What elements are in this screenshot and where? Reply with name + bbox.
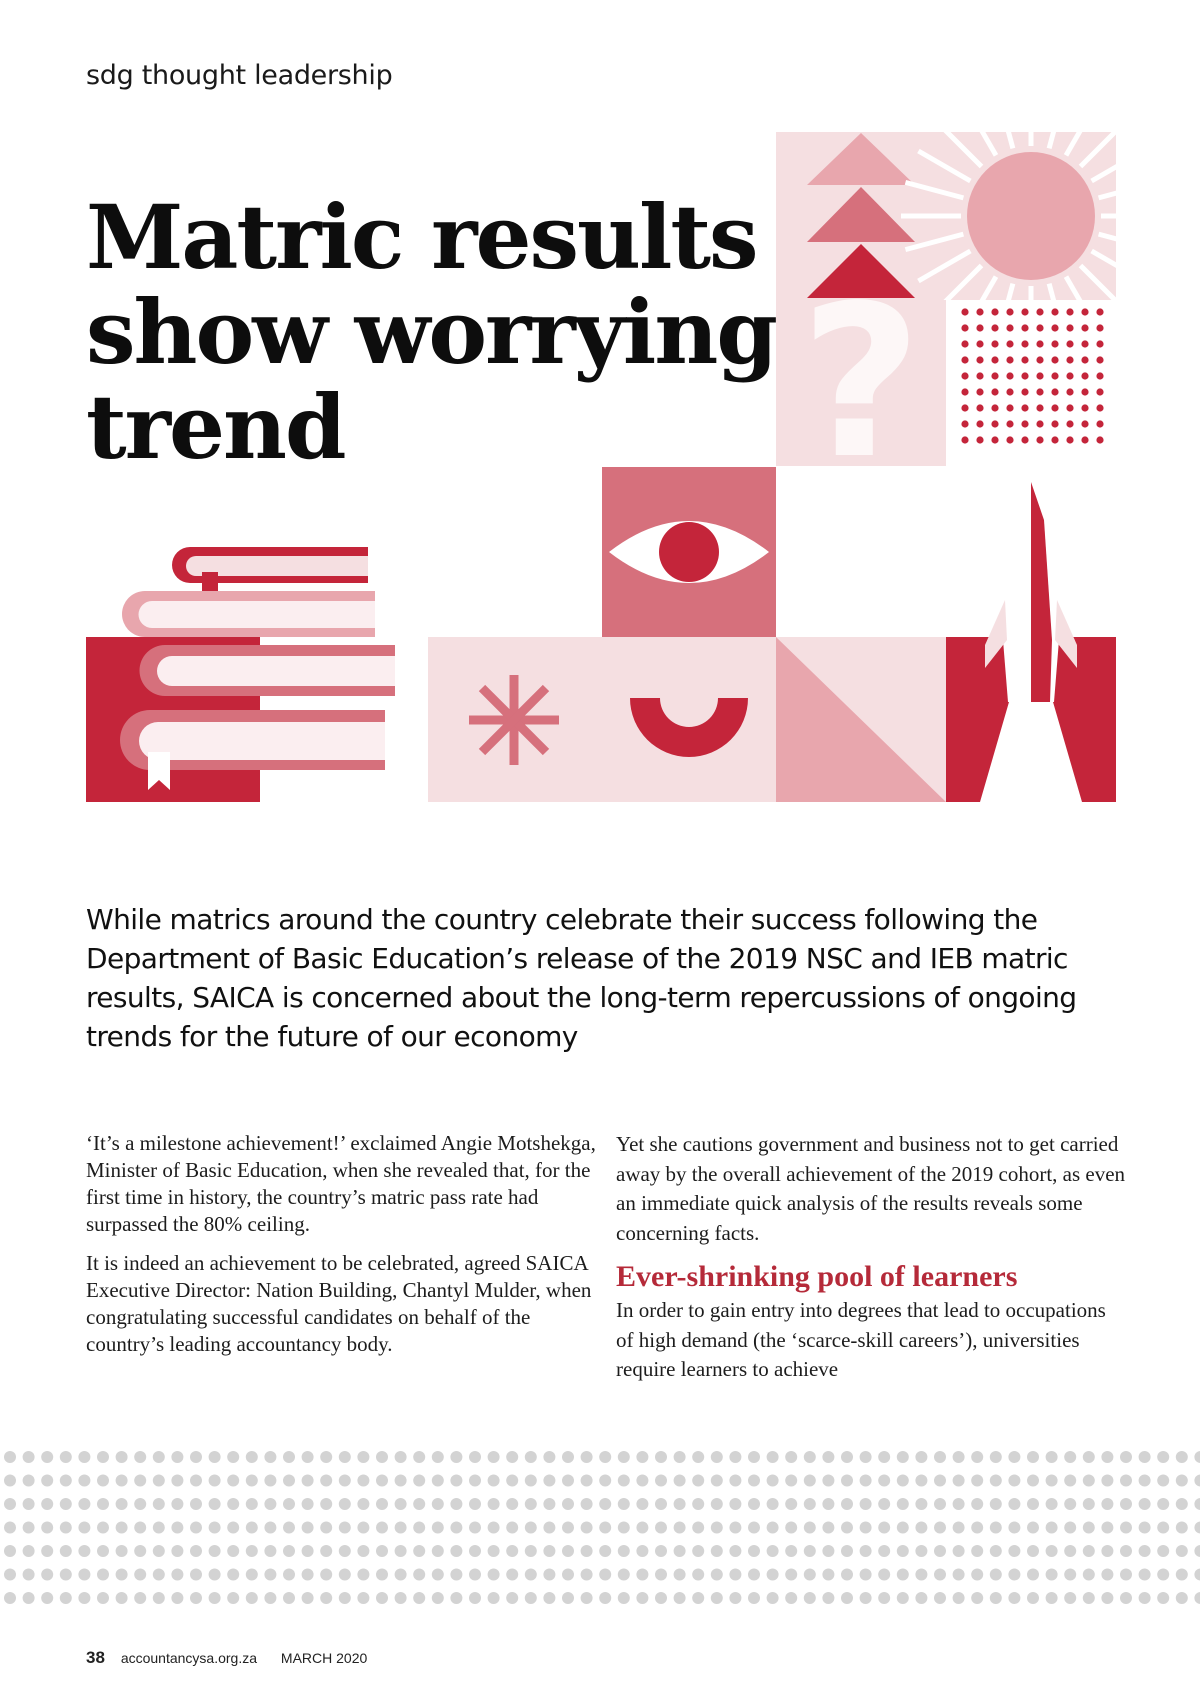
dot-pattern-band xyxy=(0,1447,1200,1612)
rocket-icon xyxy=(946,480,1116,802)
books-icon xyxy=(86,547,395,802)
article-standfirst: While matrics around the country celebrate their success following the Department of Basic Education’s release of the 2019 NSC and IEB matric results, SAICA is concerned about the long-term repercussions of ongoing trends for the future of our economy xyxy=(86,903,1077,1053)
question-mark-icon xyxy=(776,260,946,505)
hero-illustration xyxy=(0,0,1200,820)
body-paragraph: It is indeed an achievement to be celebrated, agreed SAICA Executive Director: Nation Building, Chantyl Mulder, when congratulating successful candidates on behalf of the country’s leading accountancy body. xyxy=(86,1251,592,1356)
body-column-right xyxy=(616,1130,1126,1397)
diagonal-triangle-icon xyxy=(776,637,946,802)
section-tag: sdg thought leadership xyxy=(86,60,393,91)
headline-line-3: trend xyxy=(86,375,345,479)
body-column-left xyxy=(86,1130,596,1370)
headline-line-2: show worrying xyxy=(86,280,776,384)
asterisk-icon xyxy=(428,637,602,802)
section-subheading: Ever-shrinking pool of learners xyxy=(616,1260,1018,1293)
body-paragraph: Yet she cautions government and business not to get carried away by the overall achievement of the 2019 cohort, as even an immediate quick analysis of the results reveals some concerning facts. xyxy=(616,1132,1126,1245)
body-paragraph: In order to gain entry into degrees that lead to occupations of high demand (the ‘scarce-skill careers’), universities require learners to achieve xyxy=(616,1298,1106,1381)
dot-grid-icon xyxy=(946,300,1116,466)
headline-line-1: Matric results xyxy=(86,185,757,289)
footer-website: accountancysa.org.za xyxy=(120,1650,258,1666)
eye-icon xyxy=(602,467,776,637)
footer-issue-date: MARCH 2020 xyxy=(280,1650,368,1666)
smile-arc-icon xyxy=(602,637,776,802)
page-number: 38 xyxy=(86,1648,105,1667)
page-footer xyxy=(86,1648,367,1668)
body-paragraph: ‘It’s a milestone achievement!’ exclaimed Angie Motshekga, Minister of Basic Education, when she revealed that, for the first time in history, the country’s matric pass rate had surpassed the 80% ceiling. xyxy=(86,1131,596,1236)
svg-text:?: ? xyxy=(800,260,922,505)
